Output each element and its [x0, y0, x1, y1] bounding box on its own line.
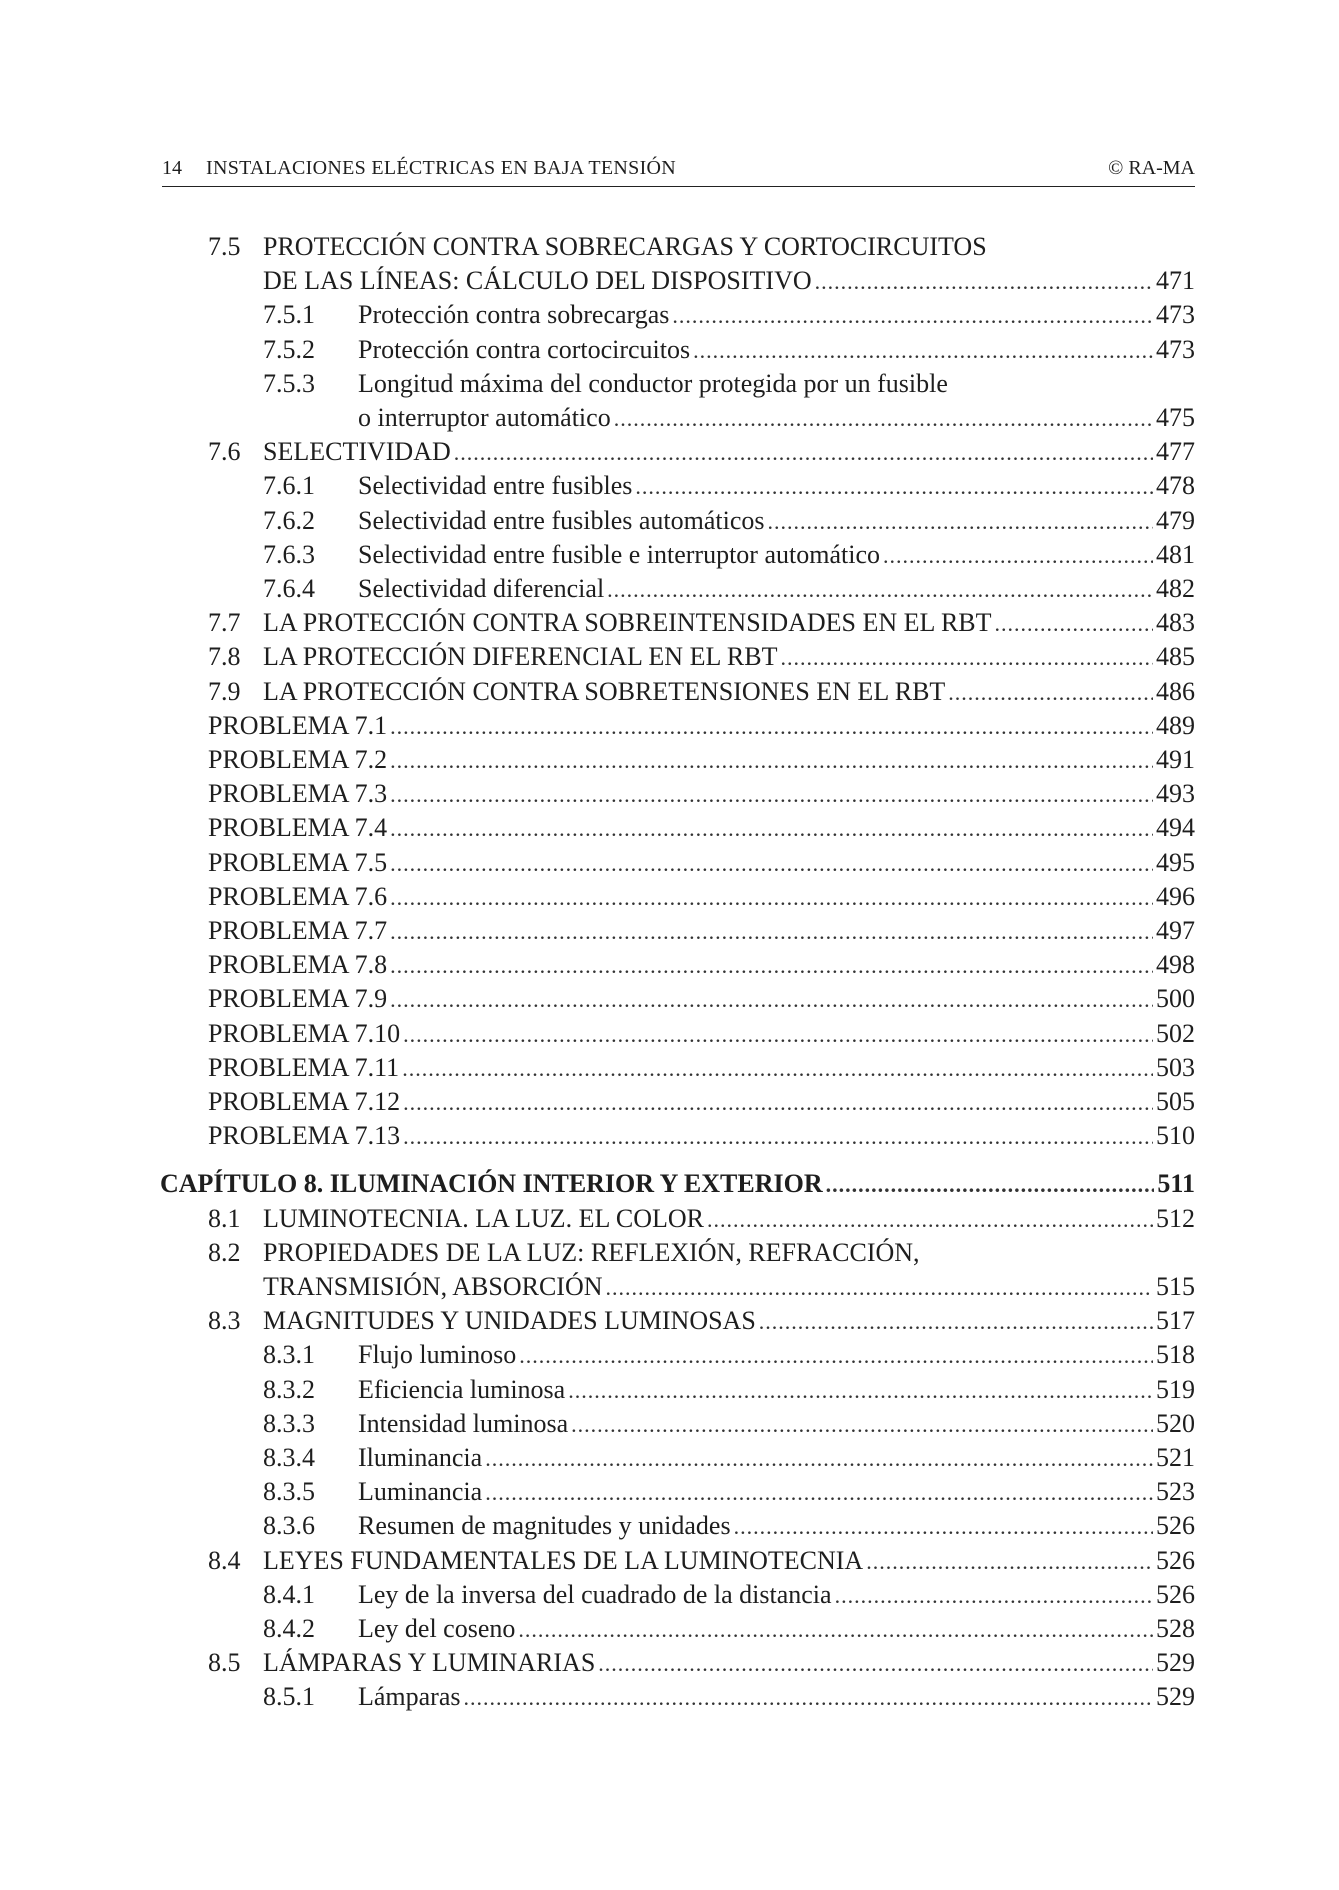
toc-entry-title: TRANSMISIÓN, ABSORCIÓN: [263, 1272, 603, 1301]
toc-page-number: 471: [1156, 266, 1195, 296]
toc-entry-title: PROBLEMA 7.8: [208, 950, 388, 980]
toc-entry-number: 7.5.1: [263, 300, 315, 330]
toc-entry-title: Resumen de magnitudes y unidades: [358, 1511, 731, 1541]
toc-entry-line: [358, 572, 1195, 607]
toc-entry: [0, 298, 1339, 332]
toc-page-number: 485: [1156, 642, 1195, 672]
dot-leader: [568, 1373, 1153, 1408]
dot-leader: [759, 1304, 1153, 1339]
dot-leader: [571, 1407, 1153, 1442]
toc-entry-title: PROBLEMA 7.2: [208, 745, 388, 774]
dot-leader: [598, 1646, 1153, 1681]
toc-entry-title: Ley de la inversa del cuadrado de la distancia: [358, 1579, 832, 1609]
toc-page-number: 500: [1156, 984, 1195, 1014]
dot-leader: [390, 811, 1153, 846]
toc-page-number: 473: [1156, 334, 1195, 364]
dot-leader: [768, 504, 1154, 539]
toc-page-number: 477: [1156, 437, 1195, 467]
toc-entry-line: [208, 743, 1195, 778]
toc-entry-number: 7.6.1: [263, 471, 315, 501]
toc-entry-line: [358, 1680, 1195, 1715]
toc-entry-number: 8.2: [208, 1237, 241, 1267]
toc-entry-number: 8.3.5: [263, 1477, 315, 1507]
toc-entry-title: DE LAS LÍNEAS: CÁLCULO DEL DISPOSITIVO: [263, 266, 812, 296]
toc-entry: [0, 1509, 1339, 1543]
toc-page-number: 529: [1156, 1648, 1195, 1678]
dot-leader: [390, 743, 1153, 778]
toc-entry-title: Lámparas: [358, 1682, 461, 1712]
toc-entry-title: Longitud máxima del conductor protegida por un fusible: [358, 368, 948, 398]
toc-entry-title: PROBLEMA 7.9: [208, 984, 388, 1014]
toc-entry-title: PROBLEMA 7.11: [208, 1052, 400, 1082]
toc-entry-line: [358, 401, 1195, 436]
toc-page-number: 512: [1156, 1203, 1195, 1233]
toc-entry-title: PROBLEMA 7.7: [208, 916, 388, 945]
toc-entry: [0, 982, 1339, 1016]
toc-entry: [0, 538, 1339, 572]
toc-entry: [0, 469, 1339, 503]
toc-page-number: 494: [1156, 813, 1195, 843]
toc-entry-number: 7.5.3: [263, 368, 315, 398]
toc-entry-line: [358, 469, 1195, 504]
toc-entry: [0, 230, 1339, 264]
toc-page-number: 498: [1156, 950, 1195, 980]
toc-entry-line: [263, 1304, 1195, 1339]
toc-entry-line: [263, 1236, 920, 1270]
toc-entry-line: [208, 709, 1195, 744]
toc-entry-number: 7.5: [208, 232, 241, 261]
dot-leader: [734, 1509, 1153, 1544]
toc-page-number: 521: [1156, 1443, 1195, 1472]
toc-entry-title: Selectividad entre fusibles: [358, 471, 633, 501]
toc-entry-title: PROPIEDADES DE LA LUZ: REFLEXIÓN, REFRACCIÓN,: [263, 1237, 920, 1267]
toc-entry-number: 7.8: [208, 642, 241, 672]
dot-leader: [485, 1475, 1153, 1510]
toc-entry-number: 8.4.2: [263, 1614, 315, 1643]
dot-leader: [835, 1578, 1153, 1613]
toc-entry: [0, 367, 1339, 401]
toc-entry: [0, 709, 1339, 743]
toc-entry-line: [208, 777, 1195, 812]
dot-leader: [402, 1051, 1153, 1086]
toc-entry-title: LUMINOTECNIA. LA LUZ. EL COLOR: [263, 1203, 704, 1233]
toc-entry-title: Iluminancia: [358, 1443, 483, 1472]
toc-entry-line: [358, 504, 1195, 539]
toc-entry-title: Luminancia: [358, 1477, 483, 1507]
dot-leader: [518, 1612, 1153, 1647]
page-header: [162, 154, 1195, 187]
toc-entry-line: [263, 435, 1195, 470]
toc-entry-number: 8.4.1: [263, 1579, 315, 1609]
toc-page-number: 482: [1156, 574, 1195, 603]
dot-leader: [390, 777, 1153, 812]
toc-entry-line: [263, 675, 1195, 710]
toc-entry-line: [263, 1544, 1195, 1579]
dot-leader: [403, 1119, 1153, 1154]
toc-entry-line: [208, 914, 1195, 949]
dot-leader: [390, 982, 1153, 1017]
toc-entry-line: [358, 1475, 1195, 1510]
dot-leader: [815, 264, 1153, 299]
dot-leader: [390, 846, 1153, 881]
dot-leader: [672, 298, 1153, 333]
toc-entry: [0, 1441, 1339, 1475]
toc-entry-title: Protección contra sobrecargas: [358, 300, 670, 330]
toc-entry-line: [208, 811, 1195, 846]
dot-leader: [519, 1338, 1153, 1373]
toc-page-number: 481: [1156, 539, 1195, 569]
toc-page-number: 495: [1156, 847, 1195, 877]
dot-leader: [635, 469, 1153, 504]
toc-entry-title: PROBLEMA 7.5: [208, 847, 388, 877]
toc-page-number: 489: [1156, 710, 1195, 740]
toc-entry-line: [358, 333, 1195, 368]
toc-entry-line: [208, 1119, 1195, 1154]
toc-entry-line: [358, 1373, 1195, 1408]
toc-page-number: 526: [1156, 1579, 1195, 1609]
toc-entry: [0, 914, 1339, 948]
toc-entry-number: 7.9: [208, 676, 241, 706]
toc-entry: [0, 572, 1339, 606]
toc-entry-line: [358, 367, 948, 401]
toc-entry-number: 8.1: [208, 1203, 241, 1233]
toc-page-number: 518: [1156, 1340, 1195, 1370]
toc-page-number: 526: [1156, 1545, 1195, 1575]
toc-entry-line: [358, 538, 1195, 573]
toc-entry-number: 8.3.2: [263, 1374, 315, 1404]
toc-entry-line: [263, 1202, 1195, 1237]
dot-leader: [607, 572, 1153, 607]
toc-page-number: 517: [1156, 1306, 1195, 1336]
toc-entry-title: LA PROTECCIÓN CONTRA SOBREINTENSIDADES EN EL RBT: [263, 608, 992, 638]
dot-leader: [614, 401, 1153, 436]
toc-page-number: 491: [1156, 745, 1195, 774]
toc-entry-number: 7.5.2: [263, 334, 315, 364]
toc-entry-number: 7.6.3: [263, 539, 315, 569]
toc-entry-line: [358, 1441, 1195, 1476]
toc-entry: [0, 1304, 1339, 1338]
toc-entry-number: 7.6.2: [263, 505, 315, 535]
dot-leader: [606, 1270, 1154, 1305]
toc-entry-title: LÁMPARAS Y LUMINARIAS: [263, 1648, 596, 1678]
dot-leader: [707, 1202, 1153, 1237]
toc-entry-title: Protección contra cortocircuitos: [358, 334, 691, 364]
toc-entry-title: Flujo luminoso: [358, 1340, 517, 1370]
toc-entry-line: [358, 1578, 1195, 1613]
toc-entry: [0, 333, 1339, 367]
toc-page-number: 520: [1156, 1408, 1195, 1438]
dot-leader: [995, 606, 1153, 641]
toc-page-number: 502: [1156, 1018, 1195, 1048]
toc-entry-title: Selectividad entre fusibles automáticos: [358, 505, 765, 535]
toc-entry-title: LA PROTECCIÓN DIFERENCIAL EN EL RBT: [263, 642, 778, 672]
publisher-mark: © RA-MA: [1108, 157, 1195, 179]
dot-leader: [390, 948, 1153, 983]
dot-leader: [866, 1544, 1153, 1579]
toc-page-number: 497: [1156, 916, 1195, 945]
toc-entry-title: PROTECCIÓN CONTRA SOBRECARGAS Y CORTOCIRCUITOS: [263, 232, 987, 261]
toc-entry: [0, 811, 1339, 845]
toc-entry-line: [208, 846, 1195, 881]
toc-entry: [0, 1270, 1339, 1304]
toc-entry-title: SELECTIVIDAD: [263, 437, 451, 467]
toc-entry: [0, 640, 1339, 674]
toc-entry-title: Selectividad diferencial: [358, 574, 605, 603]
toc-entry: [0, 1051, 1339, 1085]
toc-entry-title: CAPÍTULO 8. ILUMINACIÓN INTERIOR Y EXTERIOR: [160, 1169, 823, 1199]
toc-page-number: 478: [1156, 471, 1195, 501]
toc-page-number: 503: [1156, 1052, 1195, 1082]
toc-entry: [0, 1578, 1339, 1612]
toc-entry: [0, 1236, 1339, 1270]
toc-entry-line: [208, 1017, 1195, 1052]
toc-entry-number: 8.3: [208, 1306, 241, 1336]
toc-entry-number: 8.3.1: [263, 1340, 315, 1370]
toc-entry-title: o interruptor automático: [358, 403, 611, 432]
toc-entry-title: LEYES FUNDAMENTALES DE LA LUMINOTECNIA: [263, 1545, 864, 1575]
toc-entry-line: [358, 1509, 1195, 1544]
toc-entry-number: 8.3.3: [263, 1408, 315, 1438]
toc-entry-title: PROBLEMA 7.3: [208, 779, 388, 809]
dot-leader: [780, 640, 1153, 675]
toc-entry-number: 8.3.6: [263, 1511, 315, 1541]
toc-entry: [0, 1475, 1339, 1509]
toc-entry: [0, 948, 1339, 982]
toc-entry: [0, 1373, 1339, 1407]
toc-entry-line: [263, 640, 1195, 675]
toc-page-number: 505: [1156, 1087, 1195, 1116]
toc-entry: [0, 777, 1339, 811]
toc-entry-line: [358, 1338, 1195, 1373]
toc-entry-title: MAGNITUDES Y UNIDADES LUMINOSAS: [263, 1306, 756, 1336]
toc-page-number: 493: [1156, 779, 1195, 809]
toc-entry-line: [263, 230, 987, 264]
running-title: INSTALACIONES ELÉCTRICAS EN BAJA TENSIÓN: [206, 157, 677, 179]
toc-entry: [0, 1612, 1339, 1646]
toc-entry-line: [208, 880, 1195, 915]
toc-entry-number: 8.3.4: [263, 1443, 315, 1472]
toc-entry-line: [358, 1612, 1195, 1647]
toc-entry: [0, 504, 1339, 538]
toc-entry-title: Selectividad entre fusible e interruptor automático: [358, 539, 880, 569]
toc-entry-line: [208, 1085, 1195, 1120]
toc-page-number: 473: [1156, 300, 1195, 330]
toc-entry-title: PROBLEMA 7.12: [208, 1087, 401, 1116]
toc-entry: [0, 1202, 1339, 1236]
toc-entry-line: [263, 264, 1195, 299]
toc-entry-line: [160, 1167, 1195, 1202]
toc-entry-line: [263, 1646, 1195, 1681]
toc-entry: [0, 1119, 1339, 1153]
toc-entry: [0, 675, 1339, 709]
toc-page-number: 529: [1156, 1682, 1195, 1712]
toc-entry-line: [358, 1407, 1195, 1442]
toc-entry: [0, 264, 1339, 298]
toc-page-number: 496: [1156, 881, 1195, 911]
toc-entry-number: 8.5.1: [263, 1682, 315, 1712]
toc-entry-title: PROBLEMA 7.1: [208, 710, 388, 740]
toc-entry-line: [263, 1270, 1195, 1305]
toc-entry: [0, 401, 1339, 435]
toc-entry-number: 7.7: [208, 608, 241, 638]
toc-entry-line: [208, 948, 1195, 983]
toc-entry: [0, 435, 1339, 469]
toc-entry-line: [358, 298, 1195, 333]
dot-leader: [390, 709, 1153, 744]
dot-leader: [693, 333, 1153, 368]
toc-entry-line: [208, 1051, 1195, 1086]
dot-leader: [485, 1441, 1153, 1476]
toc-entry-number: 8.4: [208, 1545, 241, 1575]
toc-entry: [0, 743, 1339, 777]
toc-entry-title: PROBLEMA 7.10: [208, 1018, 401, 1048]
dot-leader: [390, 880, 1153, 915]
dot-leader: [464, 1680, 1153, 1715]
dot-leader: [826, 1167, 1155, 1202]
toc-entry-title: LA PROTECCIÓN CONTRA SOBRETENSIONES EN EL RBT: [263, 676, 946, 706]
toc-entry-title: PROBLEMA 7.6: [208, 881, 388, 911]
toc-page-number: 483: [1156, 608, 1195, 638]
toc-entry-title: Intensidad luminosa: [358, 1408, 569, 1438]
toc-chapter-entry: [0, 1167, 1339, 1201]
toc-entry: [0, 1017, 1339, 1051]
dot-leader: [403, 1085, 1153, 1120]
toc-entry-title: PROBLEMA 7.13: [208, 1121, 401, 1151]
toc-entry: [0, 1338, 1339, 1372]
toc-entry-line: [208, 982, 1195, 1017]
toc-entry-number: 7.6.4: [263, 574, 315, 603]
toc-page-number: 526: [1156, 1511, 1195, 1541]
toc-entry-number: 8.5: [208, 1648, 241, 1678]
toc-entry: [0, 1646, 1339, 1680]
dot-leader: [948, 675, 1153, 710]
toc-page-number: 523: [1156, 1477, 1195, 1507]
toc-entry: [0, 880, 1339, 914]
toc-entry-title: PROBLEMA 7.4: [208, 813, 388, 843]
dot-leader: [454, 435, 1153, 470]
dot-leader: [883, 538, 1153, 573]
toc-page-number: 511: [1157, 1169, 1195, 1199]
toc-entry: [0, 1085, 1339, 1119]
toc-entry: [0, 606, 1339, 640]
toc-page-number: 510: [1156, 1121, 1195, 1151]
toc-entry-line: [263, 606, 1195, 641]
toc-entry: [0, 1680, 1339, 1714]
dot-leader: [390, 914, 1153, 949]
toc-page-number: 515: [1156, 1272, 1195, 1301]
toc-entry-number: 7.6: [208, 437, 241, 467]
toc-entry: [0, 846, 1339, 880]
dot-leader: [403, 1017, 1153, 1052]
toc-page-number: 486: [1156, 676, 1195, 706]
toc-page-number: 475: [1156, 403, 1195, 432]
toc-entry: [0, 1544, 1339, 1578]
toc-page-number: 519: [1156, 1374, 1195, 1404]
toc-page-number: 528: [1156, 1614, 1195, 1643]
toc-page-number: 479: [1156, 505, 1195, 535]
toc-entry-title: Ley del coseno: [358, 1614, 516, 1643]
toc-entry-title: Eficiencia luminosa: [358, 1374, 566, 1404]
page-number: 14: [162, 157, 182, 179]
toc-entry: [0, 1407, 1339, 1441]
